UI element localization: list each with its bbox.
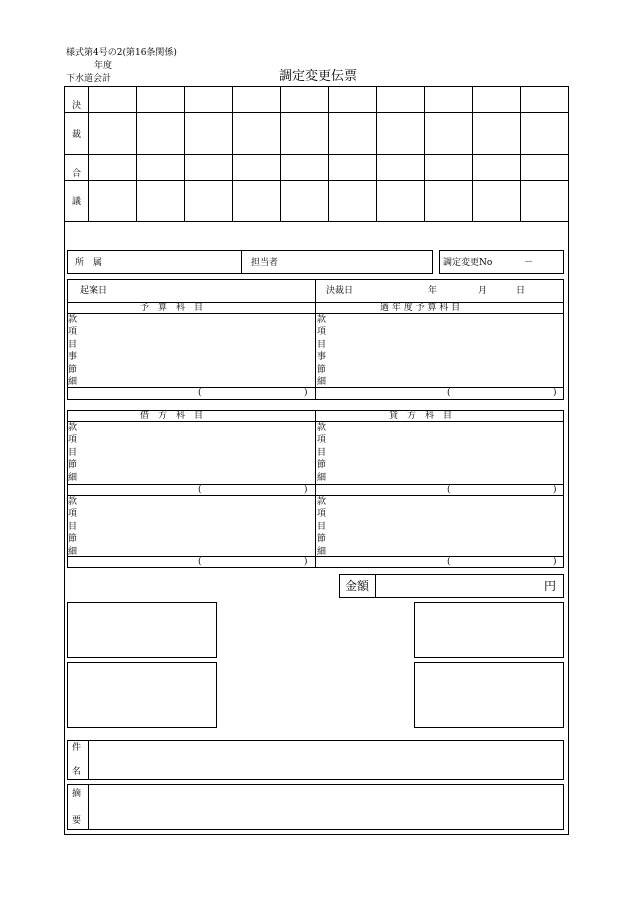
amount-box: [339, 574, 564, 598]
past-budget-items: 款 項 目 事 節 細: [317, 315, 327, 387]
subject-label-1: 件: [72, 743, 82, 753]
paren-open: (: [198, 388, 202, 398]
credit-items-2: 款 項 目 節 細: [317, 497, 327, 557]
amount-unit: 円: [544, 579, 557, 593]
summary-box: [67, 784, 564, 830]
form-number: 様式第4号の2(第16条関係): [66, 48, 177, 58]
subject-box: [67, 740, 564, 780]
date-month: 月: [478, 286, 488, 296]
debit-header: 借 方 科 目: [140, 411, 204, 421]
change-no-dash: －: [524, 258, 534, 268]
paren-close: ): [553, 485, 557, 495]
tantousha-label: 担当者: [251, 258, 279, 268]
stamp-box-right-top: [414, 602, 564, 658]
debit-items-1: 款 項 目 節 細: [68, 423, 78, 483]
budget-header: 予 算 科 目: [140, 303, 204, 313]
paren-open: (: [447, 557, 451, 567]
paren-close: ): [304, 388, 308, 398]
credit-items-1: 款 項 目 節 細: [317, 423, 327, 483]
debit-items-2: 款 項 目 節 細: [68, 497, 78, 557]
paren-close: ): [553, 557, 557, 567]
stamp-box-left-top: [67, 602, 217, 658]
shozoku-label: 所 属: [75, 258, 103, 268]
past-budget-header: 過 年 度 予 算 科 目: [380, 303, 461, 313]
gougi-char-1: 合: [72, 169, 82, 179]
account-label: 下水道会計: [66, 74, 112, 84]
credit-header: 貸 方 科 目: [389, 411, 453, 421]
budget-items: 款 項 目 事 節 細: [68, 315, 78, 387]
paren-close: ): [553, 388, 557, 398]
date-year: 年: [428, 286, 438, 296]
paren-open: (: [198, 485, 202, 495]
amount-label: 金額: [345, 579, 370, 593]
paren-close: ): [304, 557, 308, 567]
summary-label-1: 摘: [72, 789, 82, 799]
kian-date-label: 起案日: [80, 286, 108, 296]
paren-close: ): [304, 485, 308, 495]
page-title: 調定変更伝票: [279, 69, 358, 84]
stamp-box-right-bottom: [414, 662, 564, 728]
paren-open: (: [447, 388, 451, 398]
change-no-label: 調定変更No: [443, 258, 493, 268]
kessai-char-1: 決: [72, 101, 82, 111]
date-day: 日: [516, 286, 526, 296]
info-box: [67, 250, 433, 274]
paren-open: (: [198, 557, 202, 567]
stamp-box-left-bottom: [67, 662, 217, 728]
paren-open: (: [447, 485, 451, 495]
kessai-date-label: 決裁日: [326, 286, 354, 296]
kessai-char-2: 裁: [72, 130, 82, 140]
summary-label-2: 要: [72, 816, 82, 826]
gougi-char-2: 議: [72, 197, 82, 207]
subject-label-2: 名: [72, 767, 82, 777]
fiscal-year-label: 年度: [94, 61, 113, 71]
